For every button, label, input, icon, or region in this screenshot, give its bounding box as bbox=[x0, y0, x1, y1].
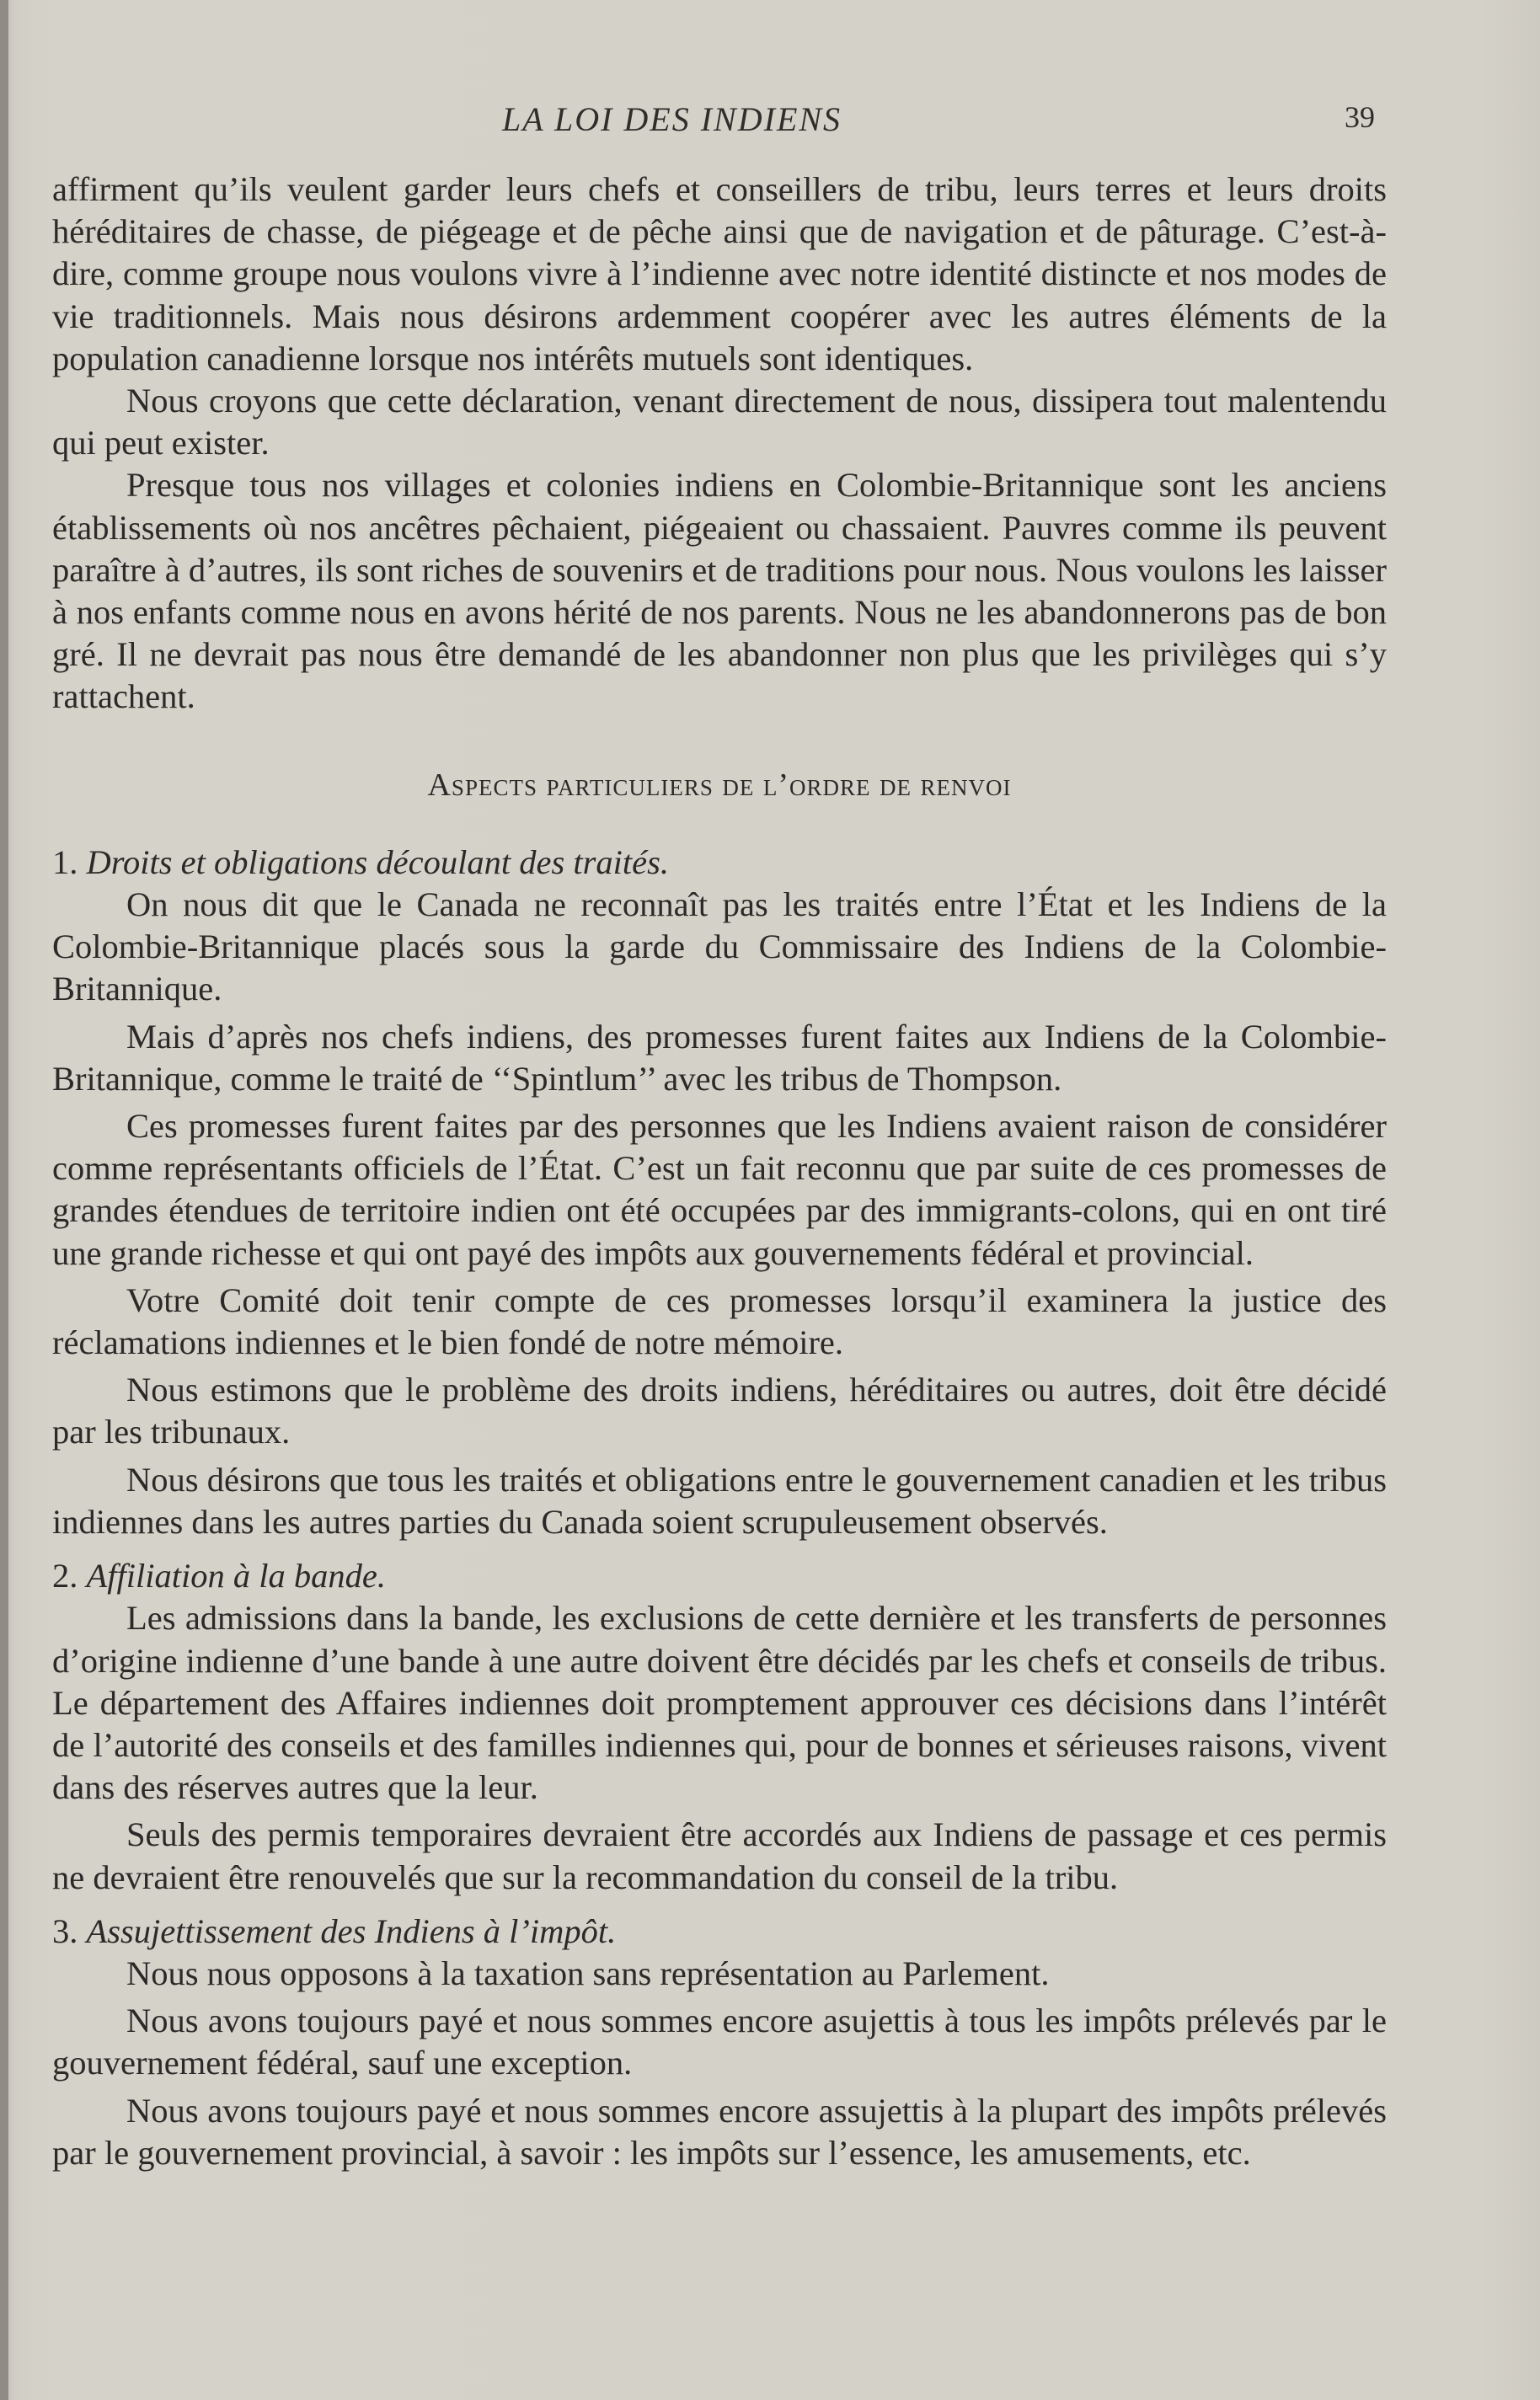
running-title: LA LOI DES INDIENS bbox=[502, 100, 842, 138]
paragraph: Nous croyons que cette déclaration, venant directement de nous, dissipera tout malentendu qui peut exister. bbox=[52, 382, 1387, 462]
paragraph: On nous dit que le Canada ne reconnaît pas les traités entre l’État et les Indiens de la Colombie-Britannique placés sous la garde du Commissaire des Indiens de la Colombie-Britannique. bbox=[52, 885, 1387, 1008]
page-number: 39 bbox=[1345, 100, 1375, 134]
paragraph: Ces promesses furent faites par des personnes que les Indiens avaient raison de considérer comme représentants officiels de l’État. C’est un fait reconnu que par suite de ces promesses de grandes étendues de territoire indien ont été occupées par des immigrants-colons, qui en ont tiré une grande richesse et qui ont payé des impôts aux gouvernements fédéral et provincial. bbox=[52, 1107, 1387, 1272]
paragraph: affirment qu’ils veulent garder leurs chefs et conseillers de tribu, leurs terres et leurs droits héréditaires de chasse, de piégeage et de pêche ainsi que de navigation et de pâturage. C’est-à-dire, comme groupe nous voulons vivre à l’indienne avec notre identité distincte et nos modes de vie traditionnels. Mais nous désirons ardemment coopérer avec les autres éléments de la population canadienne lorsque nos intérêts mutuels sont identiques. bbox=[52, 170, 1387, 377]
paragraph: Presque tous nos villages et colonies indiens en Colombie-Britannique sont les anciens établissements où nos ancêtres pêchaient, piégeaient ou chassaient. Pauvres comme ils peuvent paraître à d’autres, ils sont riches de souvenirs et de traditions pour nous. Nous voulons les laisser à nos enfants comme nous en avons hérité de nos parents. Nous ne les abandonnerons pas de bon gré. Il ne devrait pas nous être demandé de les abandonner non plus que les privilèges qui s’y rattachent. bbox=[52, 466, 1387, 716]
item-title: Affiliation à la bande. bbox=[86, 1557, 386, 1596]
item-heading bbox=[52, 1911, 1387, 1953]
item-heading bbox=[52, 842, 1387, 884]
item-number: 2. bbox=[52, 1557, 78, 1596]
paragraph: Nous avons toujours payé et nous sommes encore assujettis à la plupart des impôts prélevés par le gouvernement provincial, à savoir : les impôts sur l’essence, les amusements, etc. bbox=[52, 2091, 1387, 2172]
running-header bbox=[0, 99, 1540, 150]
paragraph: Votre Comité doit tenir compte de ces promesses lorsqu’il examinera la justice des réclamations indiennes et le bien fondé de notre mémoire. bbox=[52, 1280, 1387, 1362]
paragraph: Nous nous opposons à la taxation sans représentation au Parlement. bbox=[126, 1954, 1050, 1992]
section-heading: Aspects particuliers de l’ordre de renvoi bbox=[427, 767, 1012, 803]
item-number: 3. bbox=[52, 1911, 78, 1950]
paragraph: Nous désirons que tous les traités et obligations entre le gouvernement canadien et les tribus indiennes dans les autres parties du Canada soient scrupuleusement observés. bbox=[52, 1460, 1387, 1541]
item-title: Assujettissement des Indiens à l’impôt. bbox=[86, 1911, 617, 1950]
paragraph: Mais d’après nos chefs indiens, des promesses furent faites aux Indiens de la Colombie-Britannique, comme le traité de ‘‘Spintlum’’ avec les tribus de Thompson. bbox=[52, 1017, 1387, 1098]
item-title: Droits et obligations découlant des traités. bbox=[86, 842, 669, 881]
paragraph: Les admissions dans la bande, les exclusions de cette dernière et les transferts de personnes d’origine indienne d’une bande à une autre doivent être décidés par les chefs et conseils de tribus. Le département des Affaires indiennes doit promptement approuver ces décisions dans l’intérêt de l’autorité des conseils et des familles indiennes qui, pour de bonnes et sérieuses raisons, vivent dans des réserves autres que la leur. bbox=[52, 1599, 1387, 1807]
body-text bbox=[52, 168, 1387, 2174]
paragraph: Nous estimons que le problème des droits indiens, héréditaires ou autres, doit être décidé par les tribunaux. bbox=[52, 1371, 1387, 1451]
paragraph: Seuls des permis temporaires devraient être accordés aux Indiens de passage et ces permis ne devraient être renouvelés que sur la recommandation du conseil de la tribu. bbox=[52, 1815, 1387, 1896]
item-number: 1. bbox=[52, 842, 78, 881]
paragraph: Nous avons toujours payé et nous sommes encore asujettis à tous les impôts prélevés par le gouvernement fédéral, sauf une exception. bbox=[52, 2002, 1387, 2082]
binding-edge bbox=[0, 0, 8, 2400]
item-heading bbox=[52, 1555, 1387, 1597]
